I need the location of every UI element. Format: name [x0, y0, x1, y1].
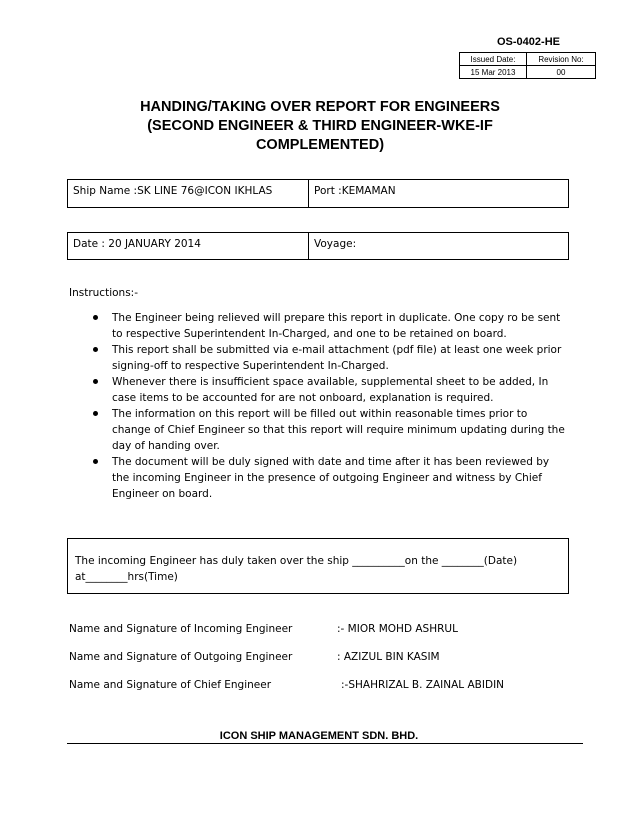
- signature-value: :-SHAHRIZAL B. ZAINAL ABIDIN: [341, 679, 505, 691]
- report-title: [90, 98, 550, 155]
- bullet-icon: [93, 315, 98, 320]
- voyage-field: Voyage:: [314, 238, 357, 250]
- ship-port-box: [67, 179, 569, 208]
- instruction-item: The information on this report will be filled out within reasonable times prior to change of Chief Engineer so that this report will require minimum updating during the day of handing over.: [69, 406, 569, 454]
- revision-no-label: Revision No:: [527, 53, 596, 66]
- instruction-item: The document will be duly signed with date and time after it has been reviewed by the incoming Engineer in the presence of outgoing Engineer and witness by Chief Engineer on board.: [69, 454, 569, 502]
- issued-date-label: Issued Date:: [460, 53, 527, 66]
- signature-label: Name and Signature of Outgoing Engineer: [69, 651, 293, 663]
- bullet-icon: [93, 347, 98, 352]
- title-line-3: COMPLEMENTED): [255, 137, 385, 153]
- port-field: Port :KEMAMAN: [314, 185, 396, 197]
- instructions-heading: Instructions:-: [69, 287, 138, 299]
- company-footer: ICON SHIP MANAGEMENT SDN. BHD.: [219, 730, 419, 742]
- signature-label: Name and Signature of Incoming Engineer: [69, 623, 293, 635]
- signature-value: :- MIOR MOHD ASHRUL: [337, 623, 458, 635]
- signature-value: : AZIZUL BIN KASIM: [337, 651, 440, 663]
- date-field: Date : 20 JANUARY 2014: [68, 233, 309, 259]
- signature-label: Name and Signature of Chief Engineer: [69, 679, 272, 691]
- handover-confirmation-box: The incoming Engineer has duly taken over the ship __________on the ________(Date) at________hrs(Time): [67, 538, 569, 594]
- bullet-icon: [93, 411, 98, 416]
- footer-divider: [67, 743, 583, 744]
- instruction-item: The Engineer being relieved will prepare this report in duplicate. One copy ro be sent to respective Superintendent In-Charged, and one to be retained on board.: [69, 310, 569, 342]
- outgoing-engineer-signature: [69, 651, 569, 667]
- issued-date-value: 15 Mar 2013: [460, 66, 527, 79]
- title-line-1: HANDING/TAKING OVER REPORT FOR ENGINEERS: [140, 99, 500, 115]
- revision-table: [459, 52, 596, 79]
- instruction-item: This report shall be submitted via e-mail attachment (pdf file) at least one week prior signing-off to respective Superintendent In-Charged.: [69, 342, 569, 374]
- instruction-item: Whenever there is insufficient space available, supplemental sheet to be added, In case items to be accounted for are not onboard, explanation is required.: [69, 374, 569, 406]
- instructions-list: [69, 310, 569, 502]
- document-code: OS-0402-HE: [497, 36, 560, 48]
- bullet-icon: [93, 379, 98, 384]
- revision-no-value: 00: [527, 66, 596, 79]
- incoming-engineer-signature: [69, 623, 569, 639]
- title-line-2: (SECOND ENGINEER & THIRD ENGINEER-WKE-IF: [147, 118, 493, 134]
- date-voyage-box: [67, 232, 569, 260]
- bullet-icon: [93, 459, 98, 464]
- chief-engineer-signature: [69, 679, 569, 695]
- ship-name-field: Ship Name :SK LINE 76@ICON IKHLAS: [68, 180, 309, 207]
